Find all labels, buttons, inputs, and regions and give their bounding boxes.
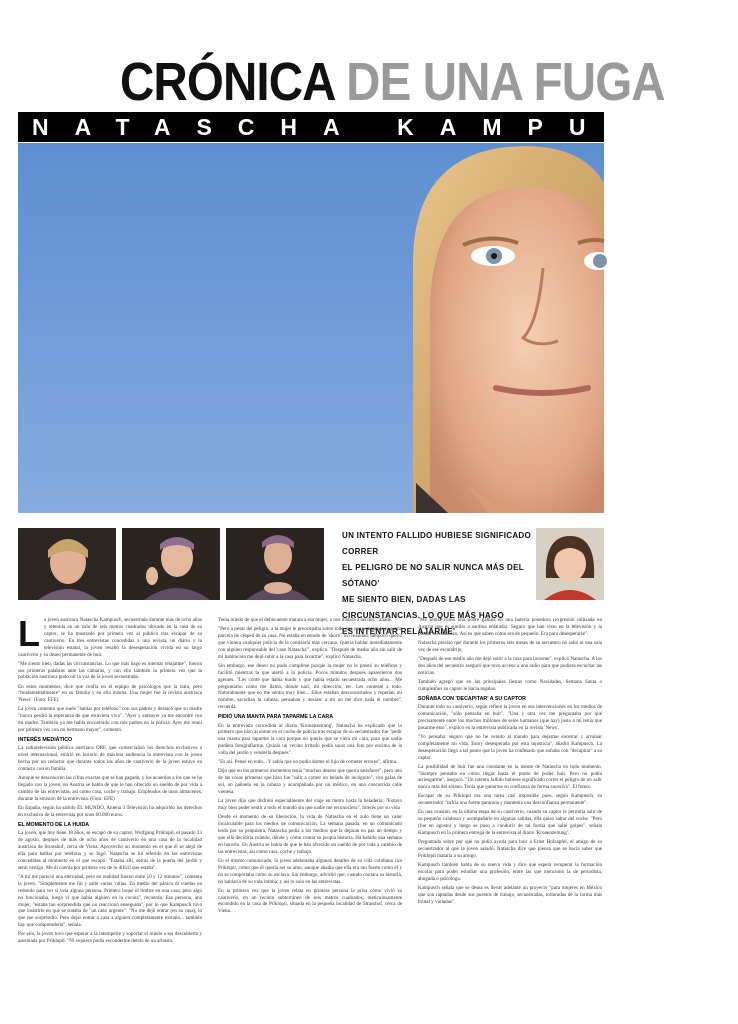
article-paragraph: "Me siento bien, dadas las circunstancias. Lo que más hago es intentar relajarme", fueron sus primeras palabras ante las cámaras, y con ello también la primera vez que la población austriaca pudo oír la voz de la joven secuestrada. [18, 660, 202, 681]
article-paragraph: La joven dijo que disfrutó especialmente del viaje en metro hasta la heladería: "Estuvo muy bien poder sentir a todo el mundo sin que nadie me reconociera". Interés por su vida [218, 798, 402, 812]
article-paragraph: Dijo que en los primeros momentos tenía "muchos deseos que quería satisfacer", pero uno de las cosas primeras que hizo fue "salir a comer un helado de incógnito", con gafas de sol, un pañuelo en la cabeza y acompañada por un médico, en una concurrida calle vienesa. [218, 768, 402, 796]
headline [120, 52, 665, 112]
headline-part-1: CRÓNICA [120, 52, 334, 112]
headline-part-2: DE UNA FUGA [346, 52, 665, 112]
article-paragraph: En España, según ha sabido EL MUNDO, Antena 3 Televisión ha adquirido los derechos en exclusiva de la entrevista por unos 60.000 euros. [18, 805, 202, 818]
name-bar-text: NATASCHA KAMPUSCH [32, 114, 738, 140]
article-column-1 [18, 613, 202, 1017]
hero-photo [18, 143, 604, 513]
pull-quote-line-4: CIRCUNSTANCIAS. LO QUE MÁS HAGO [342, 611, 505, 620]
pull-quote-line-3: ME SIENTO BIEN, DADAS LAS [342, 595, 466, 604]
article-paragraph: "Pero a pesar del peligro, a la mujer le preocupaba sobre todo que yo no pisara la pequeña parcela de césped de su casa. No estaba en estado de 'shock'. En realidad, tampoco quería que viniera cualquier policía de la comisaría más cercana. Quería hablar inmediatamente con alguien responsable del 'caso Natascha'", explica. "Después de medio año sin salir de mi habitación me dejó subir a la casa para lavarme", explicó Natascha. [218, 626, 402, 660]
section-heading: INTERÉS MEDIÁTICO [18, 737, 73, 744]
article-paragraph: "A mí me pareció una eternidad, pero en realidad fueron entre 10 y 12 minutos", comenta la joven. "Simplemente me fui y salté varias vallas. En medio del pánico di vueltas en redondo para ver si veía alguna persona. Primero toqué el timbre en una casa, pero algo no funcionaba, luego vi que había alguien en la cocina", recuerda. Esa persona, una mujer, "estaba tan sorprendida que no reaccionó enseguida", por lo que Kampusch tuvo que insistirle en que se trataba de "un caso urgente". "No me dejó entrar (en su casa), lo que me sorprendió. Pero dejar entrar a casa a alguien completamente extraño... también hay que comprenderla", señala. [18, 873, 202, 929]
article-paragraph: Kampusch también habla de su nueva vida y dice que espera recuperar la formación escolar para poder estudiar una profesión, entre las que mencionó la de periodista, abogada o psicóloga. [418, 862, 602, 882]
article-paragraph: En la entrevista concedida al diario 'Kronenzeitung', Natascha ha explicado que lo primero que hizo al entrar en el coche de policía tras escapar de su secuestrador fue "pedir una manta para taparme la cara porque no quería que se viera mi cara, para que nadie pudiera fotografiarme. Quizás un vecino irritado podía sacar una foto por encima de la valla del jardín y venderla después". [218, 722, 402, 757]
article-paragraph: Aunque se desconocen las cifras exactas que se han pagado, y los acuerdos a los que se ha llegado con la joven, en Austria se habla de que le han ofrecido un sueldo de por vida a cambio de las entrevistas, así como casa, coche y trabajo. Empleados de unos almacenes, durante la emisión de la entrevista. (Foto: EFE) [18, 775, 202, 802]
pull-quote-line-2: EL PELIGRO DE NO SALIR NUNCA MÁS DEL SÓTANO' [342, 563, 524, 588]
video-still-1 [18, 528, 116, 600]
section-heading: PIDIÓ UNA MANTA PARA TAPARME LA CARA [218, 714, 334, 721]
video-still-3 [226, 528, 324, 600]
childhood-photo [536, 528, 604, 600]
name-bar [18, 112, 738, 142]
article-paragraph: En la primera vez que la joven relata en primera persona la prisa cómo vivió su cautiverio, en un recinto subterráneo de seis metros cuadrados, meticulosamente escondido en la casa de Priklopil, situada en la pequeña localidad de Strasshof, cerca de Viena. [218, 887, 402, 915]
pull-quote-line-1: UN INTENTO FALLIDO HUBIESE SIGNIFICADO CORRER [342, 531, 532, 556]
portrait-illustration [18, 143, 604, 513]
article-paragraph: Escapar de su Priklopil era una tarea casi imposible pues, según Kampusch, su secuestrador "sufría una fuerte paranoia y mantenía una desconfianza permanente". [418, 793, 602, 807]
article-paragraph: "Es así. Pensé en todo... Y sabía que no podía darme el lujo de cometer errores", afirma. [218, 759, 398, 766]
article-paragraph: Sin embargo, ese deseo no pudo cumplirse porque la mujer no le prestó su teléfono y facilitó mientras la que alertó a la policía. Pocos minutos después aparecieron dos agentes. "Les conté que había huido y que había estado secuestrada ocho años... Me preguntaron cómo me llamo, dónde nací, mi dirección, etc. Les contesté a todo. Naturalmente que no me sentía muy bien... Ellos estaban desconcertados y repetían mi nombre, sacudían la cabeza, pensaban y decían: a mí no me dice nada el nombre", recuerda. [218, 662, 402, 711]
article-paragraph: La joven, que hoy tiene 18 años, se escapó de su captor, Wolfgang Priklopil, el pasado 23 de agosto, después de más de ocho años de cautiverio en una casa de la localidad austriaca de Strasshof, cerca de Viena. Aprovechó un momento en el que él se alejó de ella para hablar por teléfono y se fugó. Natascha se ha referido en las entrevistas concedidas al momento en el que escapó: "Estaba allí, detrás de la puerta del jardín y sentí vértigo. Me di cuenta por primera vez de lo difícil que estaba". [18, 830, 202, 871]
article-paragraph: "Después de ese medio año me dejó subir a la casa para lavarme", explicó Natascha. A los dos años del secuestro aseguró que tuvo acceso a una radio para que pudiera escuchar las noticias. [418, 655, 602, 676]
article-paragraph: La posibilidad de huir fue una constante en la mente de Natascha en todo momento. "Siempre pensaba en cómo llegar hasta el punto de poder huir. Pero no podía arriesgarme", aseguró. "Un intento fallido hubiese significado correr el peligro de no salir nunca más del sótano. Tenía que ganarme su confianza de forma sucesiva". El futuro [418, 763, 602, 791]
article-paragraph: Durante todo su cautiverio, según refiere la joven en sus intervenciones en los medios de comunicación, "sólo pensaba en huir". "Una y otra vez me preguntaba por qué precisamente entre los muchos millones de seres humanos (que hay) justo a mí tenía que pasarme esto", explicó en la entrevista publicada en la revista 'News'. [418, 704, 602, 731]
article-column-2 [218, 617, 402, 1017]
article-paragraph: Desde el momento de su liberación, la vida de Natascha en el zulo tiene un valor incalculable para los medios de comunicación. La semana pasada, en un comunicado leído por su psiquiatra, Natascha pedía a los medios que la dejaran en paz un tiempo y que ella decidiría cuándo, dónde y cómo contar su propia historia. Ha habido una semana en hacerlo. En Austria se habla de que le han ofrecido un sueldo de por vida a cambio de las entrevistas, así como casa, coche y trabajo. [218, 814, 402, 855]
article-paragraph: Preguntada sobre por qué no pidió ayuda para huir a Ernst Holzapfel, el amigo de su secuestrador al que la joven saludó, Natascha dice que piensa que se hacía saber que Priklopil mataría a su amigo. [418, 839, 602, 860]
article-paragraph: "Me sentía como una pobre gallina en una batería ponedora (expresión utilizada en Austria que es similar a sardina enlatada). Seguro que han visto en la televisión y la prensa mi calabozo. Así es que saben cómo era de pequeño. Era para desesperarse". [418, 617, 602, 637]
childhood-photo-image [536, 528, 604, 600]
article-paragraph: La radiotelevisión pública austriaca ORF, que comercializó los derechos exclusivos a nivel internacional, emitió en horario de máxima audiencia la entrevista con la joven hecha por un redactor que durante todos los años de cautiverio de la joven estuvo en contacto con su familia. [18, 745, 202, 773]
article-paragraph: En una ocasión, en la última etapa de su cautiverio, cuando su captor le permitía salir de su pequeño calabozo y acompañarle en algunas salidas, ella quiso saltar del coche. "Pero (fue en agosto) y luego se puso a conducir de tal forma que salté golpes", señala Kampusch en la primera entrega de la entrevista al diario 'Kronenzeitung'. [418, 809, 602, 837]
article-paragraph: En estos momentos, dice que confía en el equipo de psicólogos que la trata, pero "fundamentalmente" en su familia y en ella misma. Una mujer fue la revista austriaca 'News'. (Foto: EFE) [18, 683, 202, 704]
article-paragraph: "Yo pensaba: seguro que no he venido al mundo para dejarme encerrar y arruinar completamente mi vida. Estoy desesperada por esta injusticia", añadió Kampusch. La desesperación llegó a tal punto que la joven ha confesado que soñaba con "decapitar" a su captor. [418, 733, 602, 761]
article-paragraph: Kampusch señala que se desea es llevar adelante un proyecto "para mujeres en México que son raptadas desde sus puestos de trabajo, secuestradas, torturadas de la forma más brutal y violadas". [418, 885, 602, 905]
article-paragraph: a joven austriaca Natascha Kampusch, secuestrada durante más de ocho años y retenida en un zulo de seis metros cuadrados ubicado en la casa de su captor, se ha mostrado por primera vez al público tras escapar de su cautiverio. En tres entrevistas concedidas a una revista, un diario y la televisión estatal, la joven resaltó la desesperación vivida en su largo cautiverio y su deseo permanente de huir. [18, 617, 202, 658]
drop-cap: L [18, 613, 40, 654]
article-paragraph: También agregó que en las principales fiestas como Navidades, Semana Santa o cumpleaños su captor le hacía regalos. [418, 678, 602, 692]
video-still-2 [122, 528, 220, 600]
video-still-3-image [226, 528, 324, 600]
article-paragraph: Por ello, la joven tuvo que esperar a la intemperie y soportar el miedo a ser descubierta y asesinada por Priklopil. "Ni siquiera podía esconderme detrás de un arbusto. [18, 931, 202, 945]
article-paragraph: Natascha precisó que durante los primeros seis meses de su secuestro no salió ni una sola vez de ese escondrijo. [418, 639, 602, 653]
article-paragraph: En el mismo comunicado, la joven adelantaba algunos detalles de su vida cotidiana con Priklopil, como que él quería ser su amo, aunque añadía que ella era tan fuerte como él y no se comportaba como su esclava. Sin embargo, advirtió que, cuando contara su historia, no hablaría de su vida íntima; y así lo solo en las entrevistas. [218, 857, 402, 885]
article-paragraph: Tenía miedo de que el delincuente matara a esa mujer, o nos matara a las dos", añade. [218, 617, 393, 623]
pull-quote-line-5: ES INTENTAR RELAJARME' [342, 627, 456, 636]
video-still-2-image [122, 528, 220, 600]
section-heading: SOÑABA CON 'DECAPITAR' A SU CAPTOR [418, 695, 526, 702]
video-still-1-image [18, 528, 116, 600]
article-column-3 [418, 617, 602, 1017]
video-stills [18, 528, 324, 600]
article-paragraph: La joven comentó que suele "hablar por teléfono" con sus padres y destacó que su madre "nunca perdió la esperanza de que estuviera viva". "Ayer y anteayer ya me encontré con mi madre. También ya me había encontrado con mis padres en la policía. Ayer me reuní por primera vez con mi hermano mayor", comentó. [18, 706, 202, 734]
section-heading: EL MOMENTO DE LA HUIDA [18, 821, 90, 828]
